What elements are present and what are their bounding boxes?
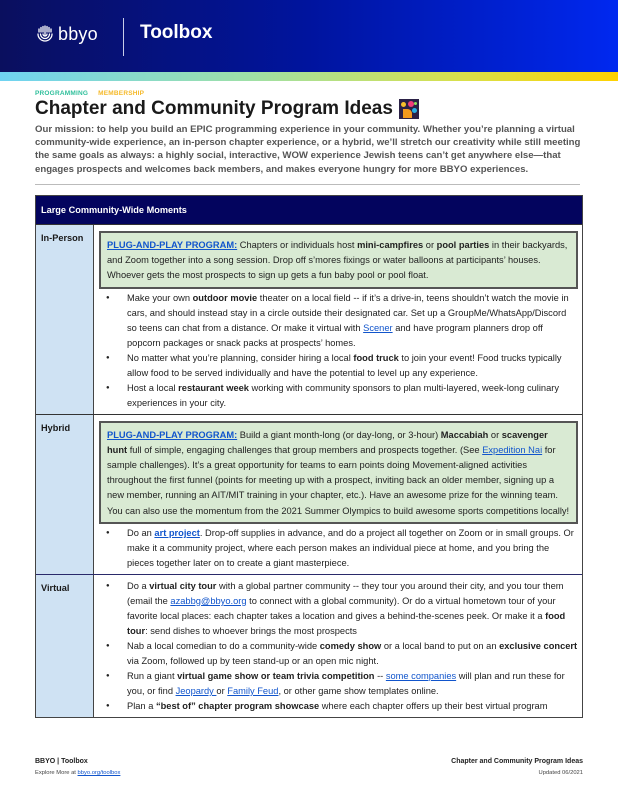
bold-text: virtual game show or team trivia competition bbox=[177, 670, 375, 681]
bold-text: scavenger hunt bbox=[107, 429, 548, 455]
list-item bbox=[99, 579, 578, 639]
text: Do a bbox=[127, 580, 150, 591]
brand-name: bbyo bbox=[58, 24, 98, 44]
bold-text: virtual city tour bbox=[149, 580, 217, 591]
text: working with community sponsors to plan multi-layered, week-long culinary experiences in your city. bbox=[127, 382, 559, 408]
plug-and-play-link[interactable]: PLUG-AND-PLAY PROGRAM: bbox=[107, 429, 238, 440]
bold-text: Maccabiah bbox=[440, 429, 489, 440]
row-content bbox=[94, 225, 582, 414]
idea-list bbox=[99, 526, 578, 571]
bold-text: pool parties bbox=[436, 240, 490, 250]
party-popper-icon bbox=[399, 99, 419, 119]
footer-doc-title: Chapter and Community Program Ideas bbox=[451, 758, 583, 765]
footer-brand: BBYO | Toolbox bbox=[35, 758, 88, 765]
text: : send dishes to whoever brings the most prospects bbox=[145, 625, 357, 636]
scener-link[interactable]: Scener bbox=[363, 322, 393, 333]
table-row-virtual bbox=[36, 574, 582, 717]
email-link[interactable]: azabbg@bbyo.org bbox=[170, 595, 247, 606]
divider-rule bbox=[35, 184, 580, 185]
text: -- bbox=[374, 670, 386, 681]
text: Host a local bbox=[127, 382, 179, 393]
text: theater on a local field -- if it’s a drive-in, teens shouldn’t watch the movie in cars, and should instead stay in a circle outside their designated car. Set up a GroupMe/WhatsApp/Discord so teens can chat from a distance. Or make it virtual with bbox=[127, 292, 569, 333]
table-heading: Large Community-Wide Moments bbox=[36, 196, 582, 224]
idea-list bbox=[99, 579, 578, 714]
table-row-in-person bbox=[36, 224, 582, 414]
text: No matter what you’re planning, consider hiring a local bbox=[127, 352, 354, 363]
art-project-link[interactable]: art project bbox=[154, 527, 200, 538]
plug-and-play-link[interactable]: PLUG-AND-PLAY PROGRAM: bbox=[107, 240, 238, 250]
list-item bbox=[99, 381, 578, 411]
text: Nab a local comedian to do a community-wide bbox=[127, 640, 320, 651]
text: via Zoom, followed up by teen stand-up or an open mic night. bbox=[127, 655, 379, 666]
text: or bbox=[423, 240, 437, 250]
text: for sample challenges). It’s a great opportunity for teams to earn points doing Movement-aligned activities throughout the first funnel (points for meeting up with a prospect, inviting back an older member, signing up a new member, running an AIT/MIT training in your chapter, etc.). Have an awesome prize for the winning team. You can also use the momentum from the 2021 Summer Olympics to build awesome sports competitions locally! bbox=[107, 444, 570, 516]
text: full of simple, engaging challenges that group members and prospects together. (See bbox=[127, 444, 483, 455]
text: or bbox=[488, 429, 502, 440]
bold-text: food tour bbox=[127, 610, 566, 636]
text: will plan and run these for you, or find bbox=[127, 670, 565, 696]
text: or bbox=[216, 685, 228, 696]
list-item bbox=[99, 669, 578, 699]
list-item bbox=[99, 699, 578, 714]
bold-text: “best of” chapter program showcase bbox=[155, 700, 320, 711]
bold-text: food truck bbox=[353, 352, 399, 363]
jeopardy-link[interactable]: Jeopardy bbox=[175, 685, 217, 696]
text: or a local band to put on an bbox=[381, 640, 500, 651]
section-title: Toolbox bbox=[140, 22, 213, 43]
header-divider bbox=[123, 18, 124, 56]
row-content bbox=[94, 415, 582, 574]
footer-updated: Updated 06/2021 bbox=[538, 770, 583, 776]
bold-text: exclusive concert bbox=[499, 640, 578, 651]
text: Plan a bbox=[127, 700, 156, 711]
list-item bbox=[99, 291, 578, 351]
bold-text: restaurant week bbox=[178, 382, 249, 393]
list-item bbox=[99, 639, 578, 669]
expedition-nai-link[interactable]: Expedition Nai bbox=[482, 444, 543, 455]
page-title bbox=[35, 98, 419, 120]
bold-text: outdoor movie bbox=[192, 292, 258, 303]
category-tags bbox=[35, 90, 144, 97]
bbyo-logo bbox=[35, 24, 98, 45]
text: , or other game show templates online. bbox=[278, 685, 439, 696]
tag-programming[interactable]: PROGRAMMING bbox=[35, 90, 89, 97]
row-label: In-Person bbox=[36, 225, 94, 414]
family-feud-link[interactable]: Family Feud bbox=[227, 685, 279, 696]
bold-text: comedy show bbox=[319, 640, 382, 651]
text: Build a giant month-long (or day-long, or 3-hour) bbox=[237, 429, 441, 440]
text: where each chapter offers up their best virtual program bbox=[319, 700, 548, 711]
tag-membership[interactable]: MEMBERSHIP bbox=[98, 90, 145, 97]
text: and have program planners drop off popcorn packages or snack packs at prospects’ homes. bbox=[127, 322, 543, 348]
text: Do an bbox=[127, 527, 155, 538]
table-row-hybrid bbox=[36, 414, 582, 574]
row-label: Hybrid bbox=[36, 415, 94, 574]
text: . Drop-off supplies in advance, and do a project all together on Zoom or in small groups. Or make it a community project, where each person makes an individual piece at home, and you bring the pieces together later on to create a giant masterpiece. bbox=[127, 527, 574, 568]
text: Make your own bbox=[127, 292, 193, 303]
bold-text: mini-campfires bbox=[357, 240, 424, 250]
text: Run a giant bbox=[127, 670, 178, 681]
text: with a global partner community -- they tour you around their city, and you tour them (email the bbox=[127, 580, 564, 606]
idea-list bbox=[99, 291, 578, 411]
row-content bbox=[94, 575, 582, 717]
some-companies-link[interactable]: some companies bbox=[385, 670, 457, 681]
text: to connect with a global community). Or do a virtual hometown tour of your favorite local places: each chapter takes a location and gives a behind-the-scenes peek. Or make it a bbox=[127, 595, 556, 621]
plug-and-play-box bbox=[99, 421, 578, 524]
bbyo-logo-icon bbox=[35, 25, 55, 45]
plug-and-play-box bbox=[99, 231, 578, 289]
program-ideas-table bbox=[35, 195, 583, 718]
text: Chapters or individuals host bbox=[237, 240, 358, 250]
text: in their backyards, and Zoom together into a song session. Drop off s’mores fixings or water balloons at participants’ houses. Whoever gets the most prospects to sign up gets a fun baby pool or pool float. bbox=[107, 240, 568, 281]
mission-intro: Our mission: to help you build an EPIC programming experience in your community. Whether you’re planning a virtual community-wide experience, an in-person chapter experience, or a hybrid, we’ll stretch our creativity while still meeting the same goals as always: a highly social, interactive, WOW experience Jewish teens can’t get anywhere else—that engages prospects and welcomes back members, and makes everyone hungry for more BBYO experiences. bbox=[35, 124, 581, 175]
list-item bbox=[99, 351, 578, 381]
page-title-text: Chapter and Community Program Ideas bbox=[35, 98, 393, 119]
row-label: Virtual bbox=[36, 575, 94, 717]
text: to join your event! Food trucks typically allow food to be served individually and have the potential to level up any experience. bbox=[127, 352, 562, 378]
footer-explore bbox=[35, 770, 120, 776]
gradient-stripe bbox=[0, 72, 618, 81]
list-item bbox=[99, 526, 578, 571]
toolbox-link[interactable]: bbyo.org/toolbox bbox=[77, 770, 121, 776]
text: Explore More at bbox=[35, 770, 78, 776]
